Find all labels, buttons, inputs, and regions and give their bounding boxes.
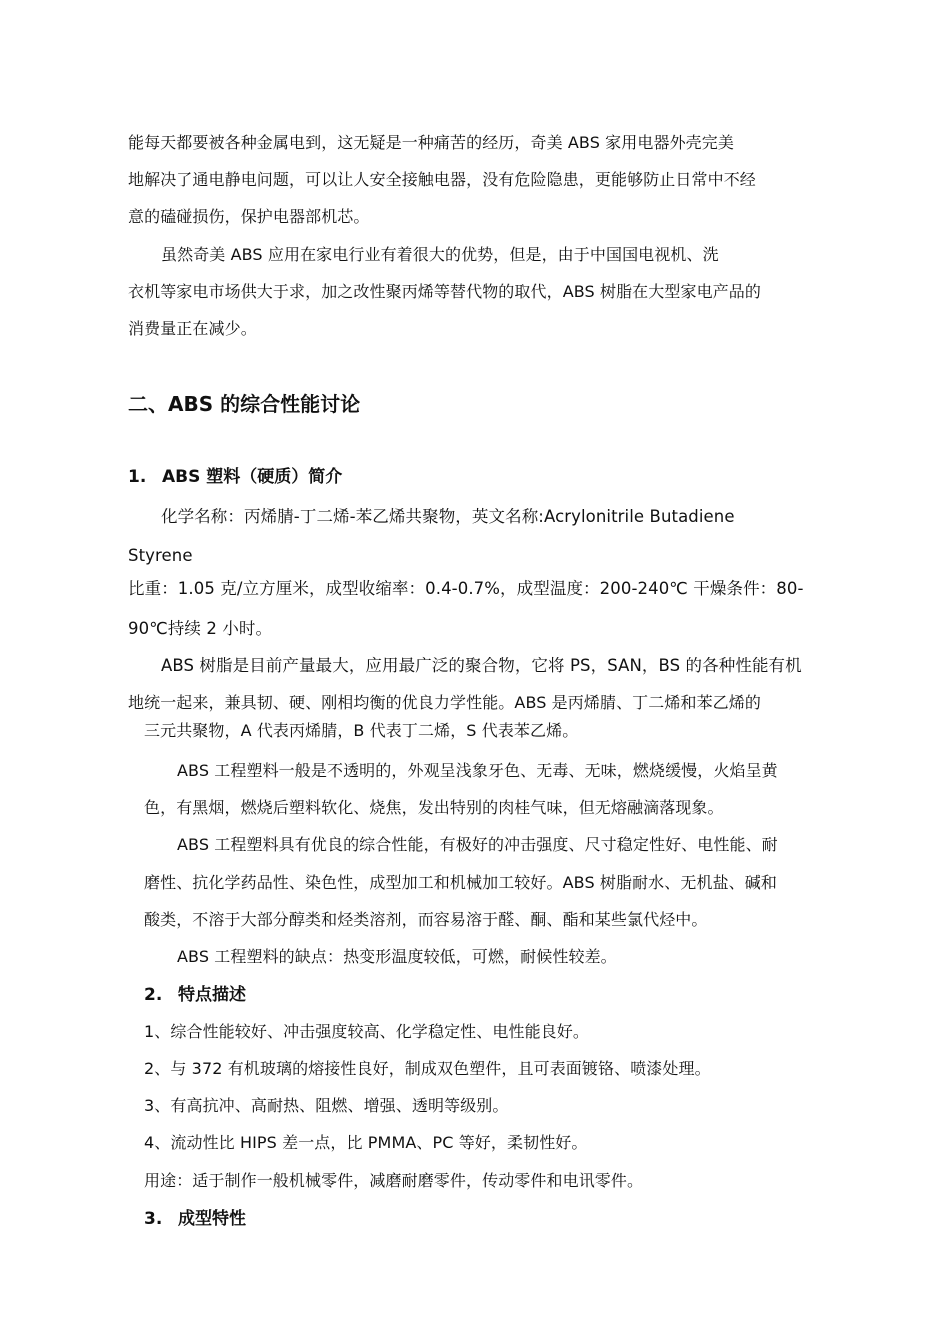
feature-item: 1、综合性能较好、冲击强度较高、化学稳定性、电性能良好。 (144, 1022, 589, 1041)
usage-line: 用途：适于制作一般机械零件，减磨耐磨零件，传动零件和电讯零件。 (144, 1171, 644, 1190)
feature-item: 4、流动性比 HIPS 差一点，比 PMMA、PC 等好，柔韧性好。 (144, 1133, 588, 1152)
paragraph-line: 意的磕碰损伤，保护电器部机芯。 (128, 207, 370, 226)
subsection-title: 特点描述 (178, 985, 246, 1005)
properties-line: 比重：1.05 克/立方厘米，成型收缩率：0.4-0.7%，成型温度：200-240℃ 干燥条件：80- (128, 579, 804, 598)
paragraph-line: ABS 工程塑料具有优良的综合性能，有极好的冲击强度、尺寸稳定性好、电性能、耐 (177, 835, 778, 854)
chemical-name-line: 化学名称：丙烯腈-丁二烯-苯乙烯共聚物，英文名称:Acrylonitrile Butadiene (161, 507, 735, 526)
subsection-number: 3. (144, 1209, 163, 1229)
paragraph-line: 地统一起来，兼具韧、硬、刚相均衡的优良力学性能。ABS 是丙烯腈、丁二烯和苯乙烯的 (128, 693, 761, 712)
paragraph-line: 衣机等家电市场供大于求，加之改性聚丙烯等替代物的取代，ABS 树脂在大型家电产品的 (128, 282, 761, 301)
subsection-heading (128, 466, 342, 488)
paragraph-line: 虽然奇美 ABS 应用在家电行业有着很大的优势，但是，由于中国国电视机、洗 (161, 245, 719, 264)
paragraph-line: 能每天都要被各种金属电到，这无疑是一种痛苦的经历，奇美 ABS 家用电器外壳完美 (128, 133, 734, 152)
section-heading: 二、ABS 的综合性能讨论 (128, 392, 361, 416)
subsection-title: 成型特性 (178, 1209, 246, 1229)
subsection-heading (144, 1208, 246, 1230)
paragraph-line: 地解决了通电静电问题，可以让人安全接触电器，没有危险隐患，更能够防止日常中不经 (128, 170, 756, 189)
paragraph-line: 消费量正在减少。 (128, 319, 257, 338)
paragraph-line: ABS 工程塑料一般是不透明的，外观呈浅象牙色、无毒、无味，燃烧缓慢，火焰呈黄 (177, 761, 778, 780)
paragraph-line: 三元共聚物，A 代表丙烯腈，B 代表丁二烯，S 代表苯乙烯。 (144, 721, 579, 740)
paragraph-line: ABS 工程塑料的缺点：热变形温度较低，可燃，耐候性较差。 (177, 947, 617, 966)
paragraph-line: 色，有黑烟，燃烧后塑料软化、烧焦，发出特别的肉桂气味，但无熔融滴落现象。 (144, 798, 724, 817)
feature-item: 2、与 372 有机玻璃的熔接性良好，制成双色塑件，且可表面镀铬、喷漆处理。 (144, 1059, 711, 1078)
paragraph-line: 酸类，不溶于大部分醇类和烃类溶剂，而容易溶于醛、酮、酯和某些氯代烃中。 (144, 910, 708, 929)
subsection-title: ABS 塑料（硬质）简介 (162, 467, 343, 487)
subsection-number: 2. (144, 985, 163, 1005)
subsection-number: 1. (128, 467, 147, 487)
properties-line-2: 90℃持续 2 小时。 (128, 619, 273, 638)
chemical-name-line-2: Styrene (128, 546, 193, 565)
paragraph-line: 磨性、抗化学药品性、染色性，成型加工和机械加工较好。ABS 树脂耐水、无机盐、碱和 (144, 873, 777, 892)
paragraph-line: ABS 树脂是目前产量最大，应用最广泛的聚合物，它将 PS，SAN，BS 的各种性能有机 (161, 656, 802, 675)
feature-item: 3、有高抗冲、高耐热、阻燃、增强、透明等级别。 (144, 1096, 509, 1115)
subsection-heading (144, 984, 246, 1006)
